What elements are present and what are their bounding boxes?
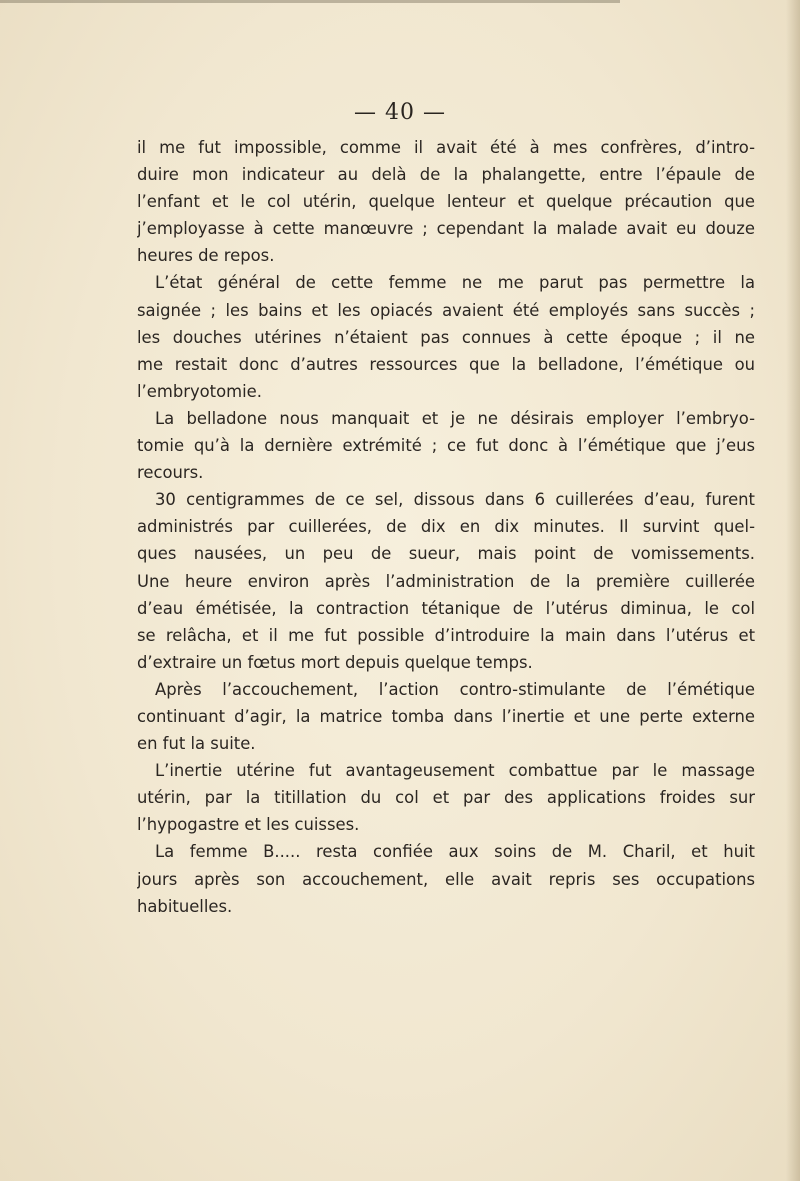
page-edge-shadow	[786, 0, 800, 1181]
text-line: les douches utérines n’étaient pas connues à cette époque ; il ne	[137, 327, 755, 347]
paragraph	[137, 134, 755, 269]
paragraph	[137, 405, 755, 486]
text-line: en fut la suite.	[137, 734, 256, 754]
text-line: l’enfant et le col utérin, quelque lenteur et quelque précaution que	[137, 192, 755, 212]
text-line: j’employasse à cette manœuvre ; cependant la malade avait eu douze	[137, 219, 755, 239]
text-line: duire mon indicateur au delà de la phalangette, entre l’épaule de	[137, 165, 755, 185]
text-line: heures de repos.	[137, 246, 275, 266]
paragraph	[137, 676, 755, 757]
text-line: L’état général de cette femme ne me parut pas permettre la	[155, 273, 755, 293]
text-line: jours après son accouchement, elle avait repris ses occupations	[137, 869, 755, 889]
body-text	[137, 134, 755, 920]
text-line: continuant d’agir, la matrice tomba dans l’inertie et une perte externe	[137, 706, 755, 726]
text-line: il me fut impossible, comme il avait été à mes confrères, d’intro-	[137, 138, 755, 157]
text-line: recours.	[137, 463, 204, 483]
text-line: L’inertie utérine fut avantageusement combattue par le massage	[155, 761, 755, 781]
text-line: tomie qu’à la dernière extrémité ; ce fut donc à l’émétique que j’eus	[137, 436, 755, 456]
text-line: Une heure environ après l’administration de la première cuillerée	[137, 571, 755, 591]
text-line: ques nausées, un peu de sueur, mais point de vomissements.	[137, 544, 755, 564]
paragraph	[137, 838, 755, 919]
paragraph	[137, 269, 755, 404]
text-line: Après l’accouchement, l’action contro-stimulante de l’émétique	[155, 679, 755, 699]
top-rule	[0, 0, 620, 3]
text-line: l’hypogastre et les cuisses.	[137, 815, 360, 835]
text-line: La belladone nous manquait et je ne désirais employer l’embryo-	[155, 408, 755, 428]
paragraph	[137, 486, 755, 676]
text-line: 30 centigrammes de ce sel, dissous dans 6 cuillerées d’eau, furent	[155, 490, 755, 510]
page-number: — 40 —	[354, 100, 446, 125]
paragraph	[137, 757, 755, 838]
text-line: administrés par cuillerées, de dix en dix minutes. Il survint quel-	[137, 517, 755, 537]
text-line: La femme B..... resta confiée aux soins de M. Charil, et huit	[155, 842, 755, 862]
text-line: saignée ; les bains et les opiacés avaient été employés sans succès ;	[137, 300, 755, 320]
text-line: me restait donc d’autres ressources que la belladone, l’émétique ou	[137, 354, 755, 374]
text-line: utérin, par la titillation du col et par des applications froides sur	[137, 788, 755, 808]
text-line: d’eau émétisée, la contraction tétanique de l’utérus diminua, le col	[137, 598, 755, 618]
text-line: se relâcha, et il me fut possible d’introduire la main dans l’utérus et	[137, 625, 755, 645]
text-line: d’extraire un fœtus mort depuis quelque temps.	[137, 652, 533, 672]
text-line: l’embryotomie.	[137, 381, 262, 401]
text-line: habituelles.	[137, 896, 233, 916]
